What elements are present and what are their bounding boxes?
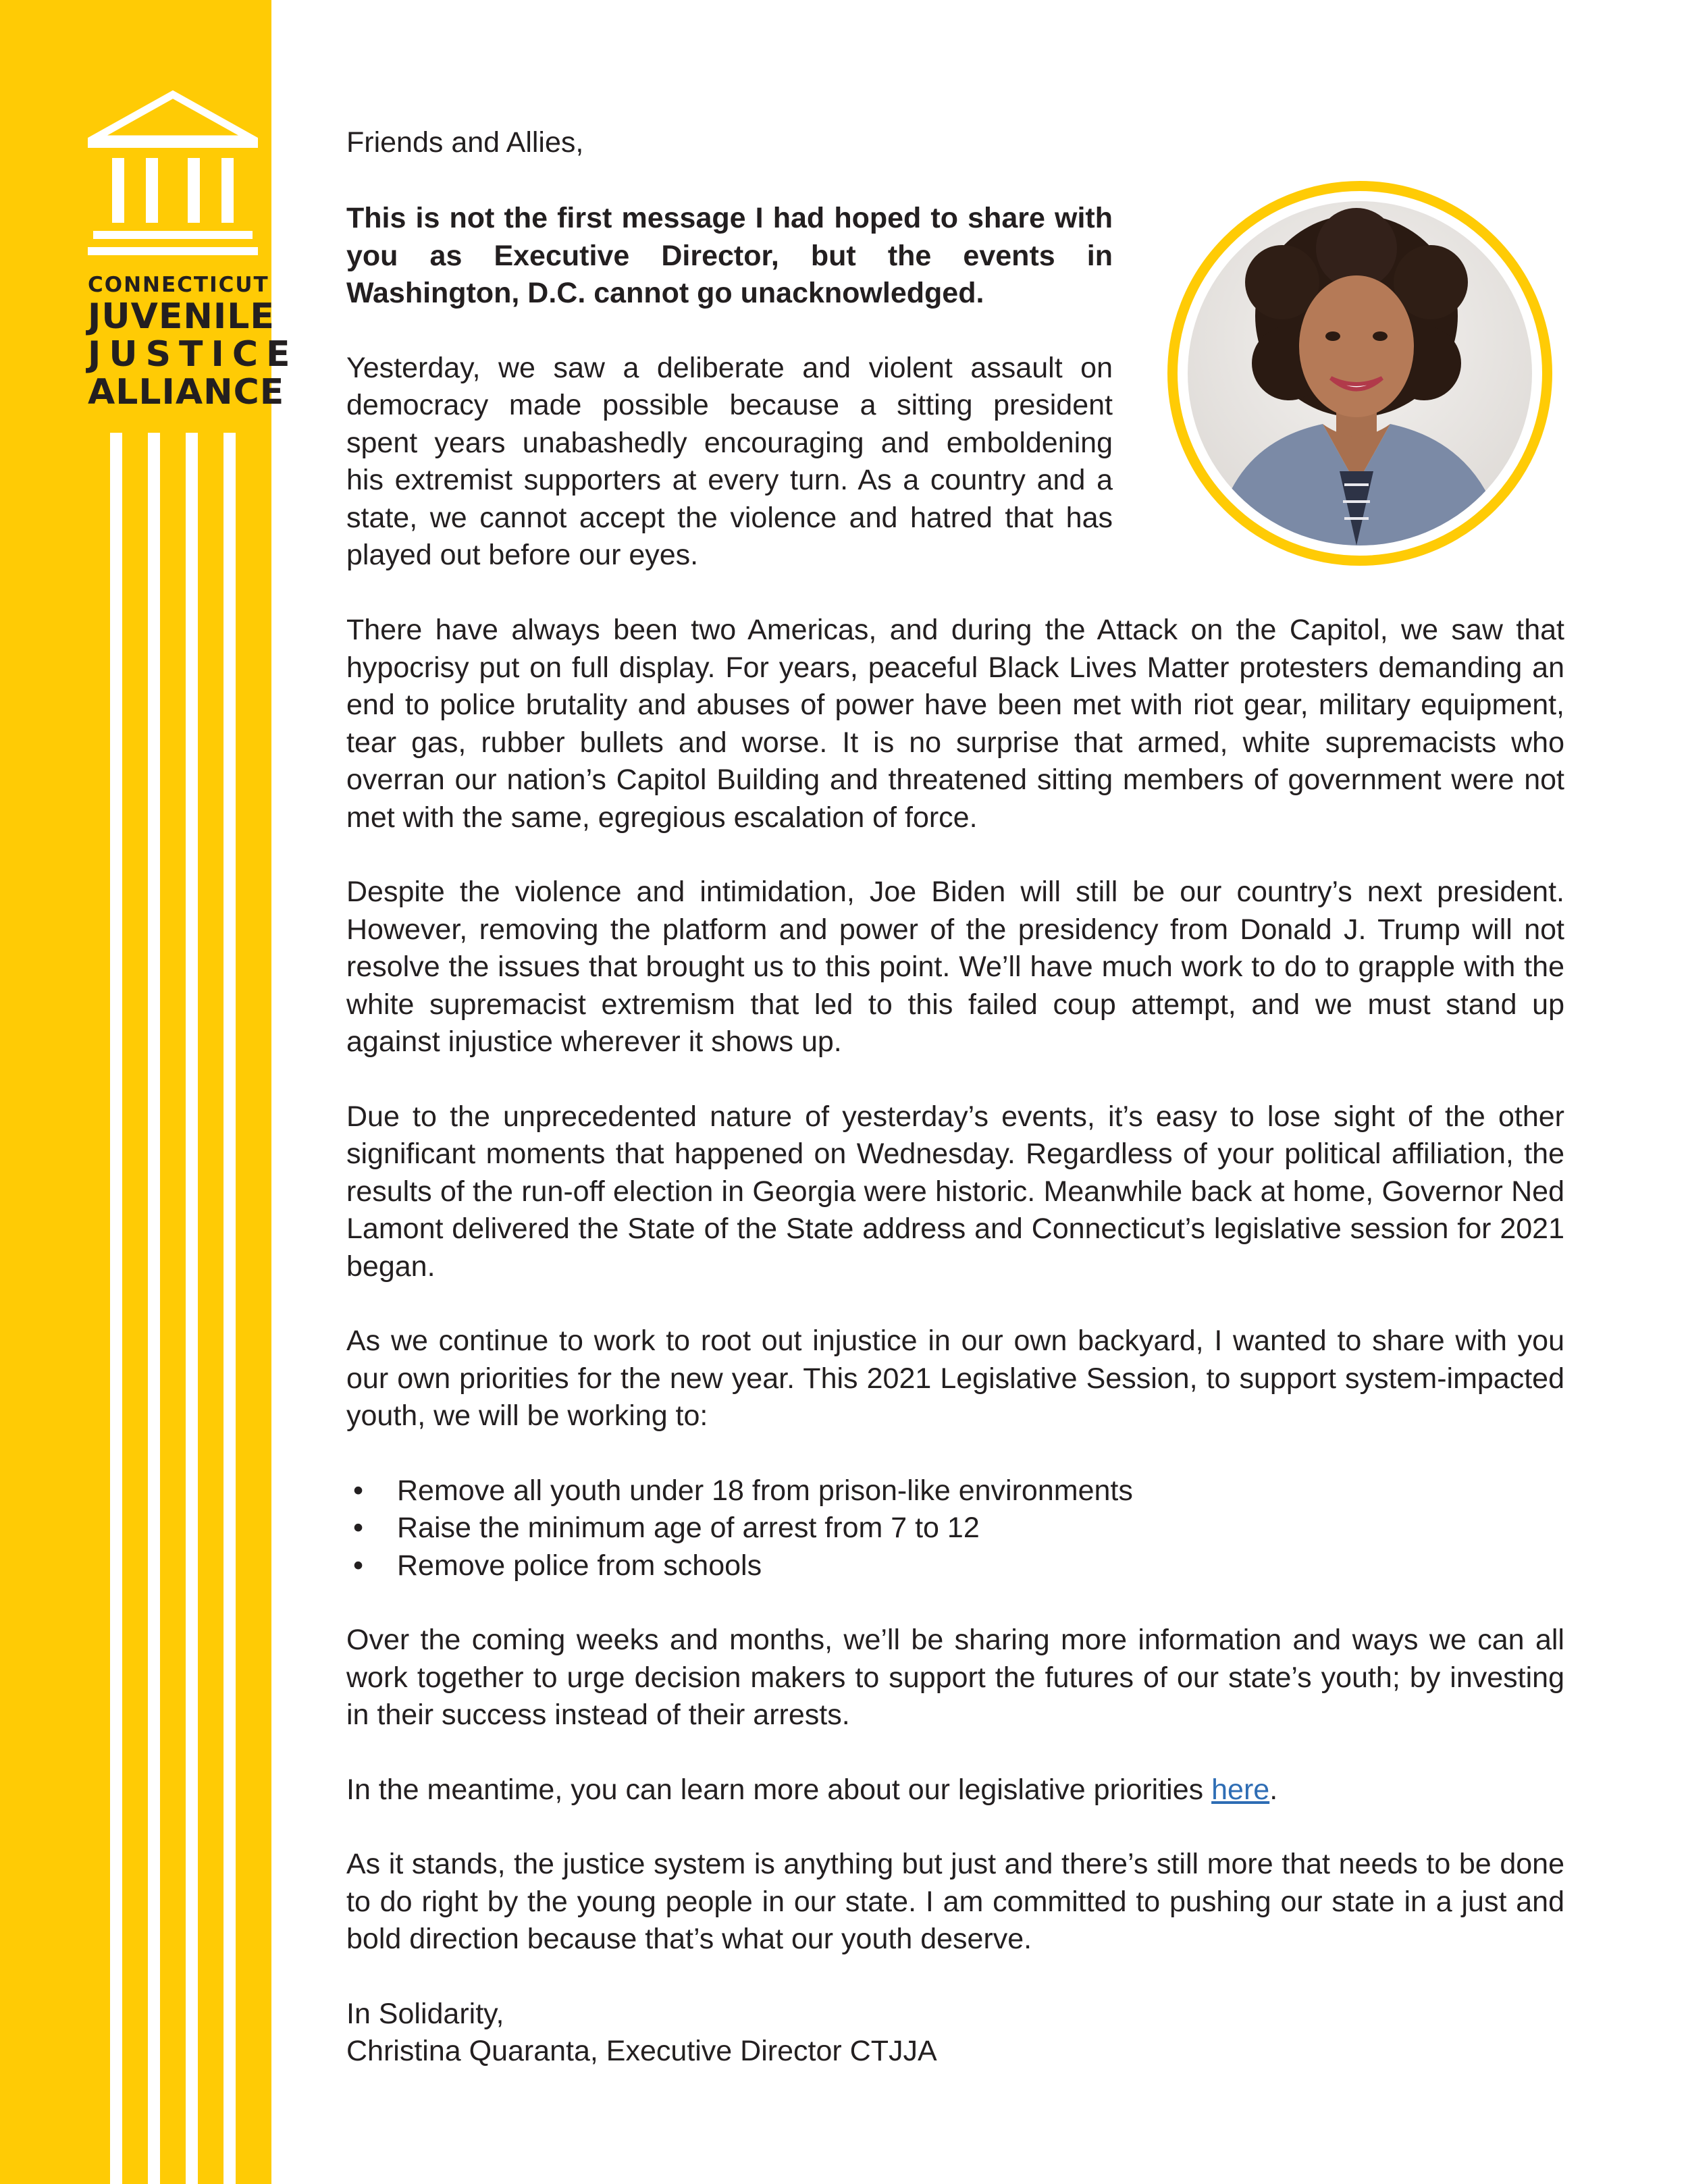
closing-text: In Solidarity, [346,1997,504,2030]
column-stripes [110,433,238,2184]
paragraph-2: There have always been two Americas, and during the Attack on the Capitol, we saw that hypocrisy put on full display. For years, peaceful Black Lives Matter protesters demanding an end to police brutality and abuses of power have been met with riot gear, military equipment, tear gas, rubber bullets and worse. It is no surprise that armed, white supremacists who overran our nation’s Capitol Building and threatened sitting members of government were not met with the same, egregious escalation of force. [346,614,1564,834]
letter-body [346,612,1564,2071]
logo-line-justice: JUSTICE [88,334,298,375]
paragraph-6: Over the coming weeks and months, we’ll be sharing more information and ways we can all work together to urge decision makers to support the futures of our state’s youth; by investing in their success instead of their arrests. [346,1624,1564,1731]
lead-paragraph: This is not the first message I had hoped to share with you as Executive Director, but the events in Washington, D.C. cannot go unacknowledged. [346,202,1113,309]
paragraph-4: Due to the unprecedented nature of yesterday’s events, it’s easy to lose sight of the other significant moments that happened on Wednesday. Regardless of your political affiliation, the results of the run-off election in Georgia were historic. Meanwhile back at home, Governor Ned Lamont delivered the State of the State address and Connecticut’s legislative session for 2021 began. [346,1100,1564,1283]
sidebar-band [0,0,298,2184]
paragraph-1: Yesterday, we saw a deliberate and violent assault on democracy made possible because a sitting president spent years unabashedly encouraging and emboldening his extremist supporters at every turn. As a country and a state, we cannot accept the violence and hatred that has played out before our eyes. [346,351,1113,571]
paragraph-7-end: . [1269,1773,1278,1806]
logo-line-connecticut: CONNECTICUT [88,273,269,297]
list-item: • Raise the minimum age of arrest from 7 to 12 [346,1510,1564,1547]
paragraph-3: Despite the violence and intimidation, Joe Biden will still be our country’s next president. However, removing the platform and power of the presidency from Donald J. Trump will not resolve the issues that brought us to this point. We’ll have much work to do to grapple with the white supremacist extremism that led to this failed coup attempt, and we must stand up against injustice wherever it shows up. [346,876,1564,1058]
portrait-illustration [1188,201,1532,545]
paragraph-5: As we continue to work to root out injustice in our own backyard, I wanted to share with you our own priorities for the new year. This 2021 Legislative Session, to support system-impacted youth, we will be working to: [346,1325,1564,1432]
list-item: • Remove all youth under 18 from prison-like environments [346,1472,1564,1510]
director-portrait [1167,181,1552,566]
paragraph-7 [346,1772,1564,1809]
courthouse-icon [88,89,258,258]
signature-text: Christina Quaranta, Executive Director CTJJA [346,2035,937,2067]
letter-intro [346,200,1113,575]
list-item: • Remove police from schools [346,1547,1564,1585]
logo-line-alliance: ALLIANCE [88,372,285,412]
priorities-list [346,1472,1564,1585]
paragraph-8: As it stands, the justice system is anything but just and there’s still more that needs to be done to do right by the young people in our state. I am committed to pushing our state in a just and bold direction because that’s what our youth deserve. [346,1848,1564,1955]
letter-greeting [346,124,1564,162]
signature-block [346,1996,1564,2071]
logo-line-juvenile: JUVENILE [88,296,275,337]
greeting-text: Friends and Allies, [346,126,584,159]
paragraph-7-text: In the meantime, you can learn more about our legislative priorities [346,1773,1212,1806]
priorities-link[interactable]: here [1211,1773,1270,1806]
